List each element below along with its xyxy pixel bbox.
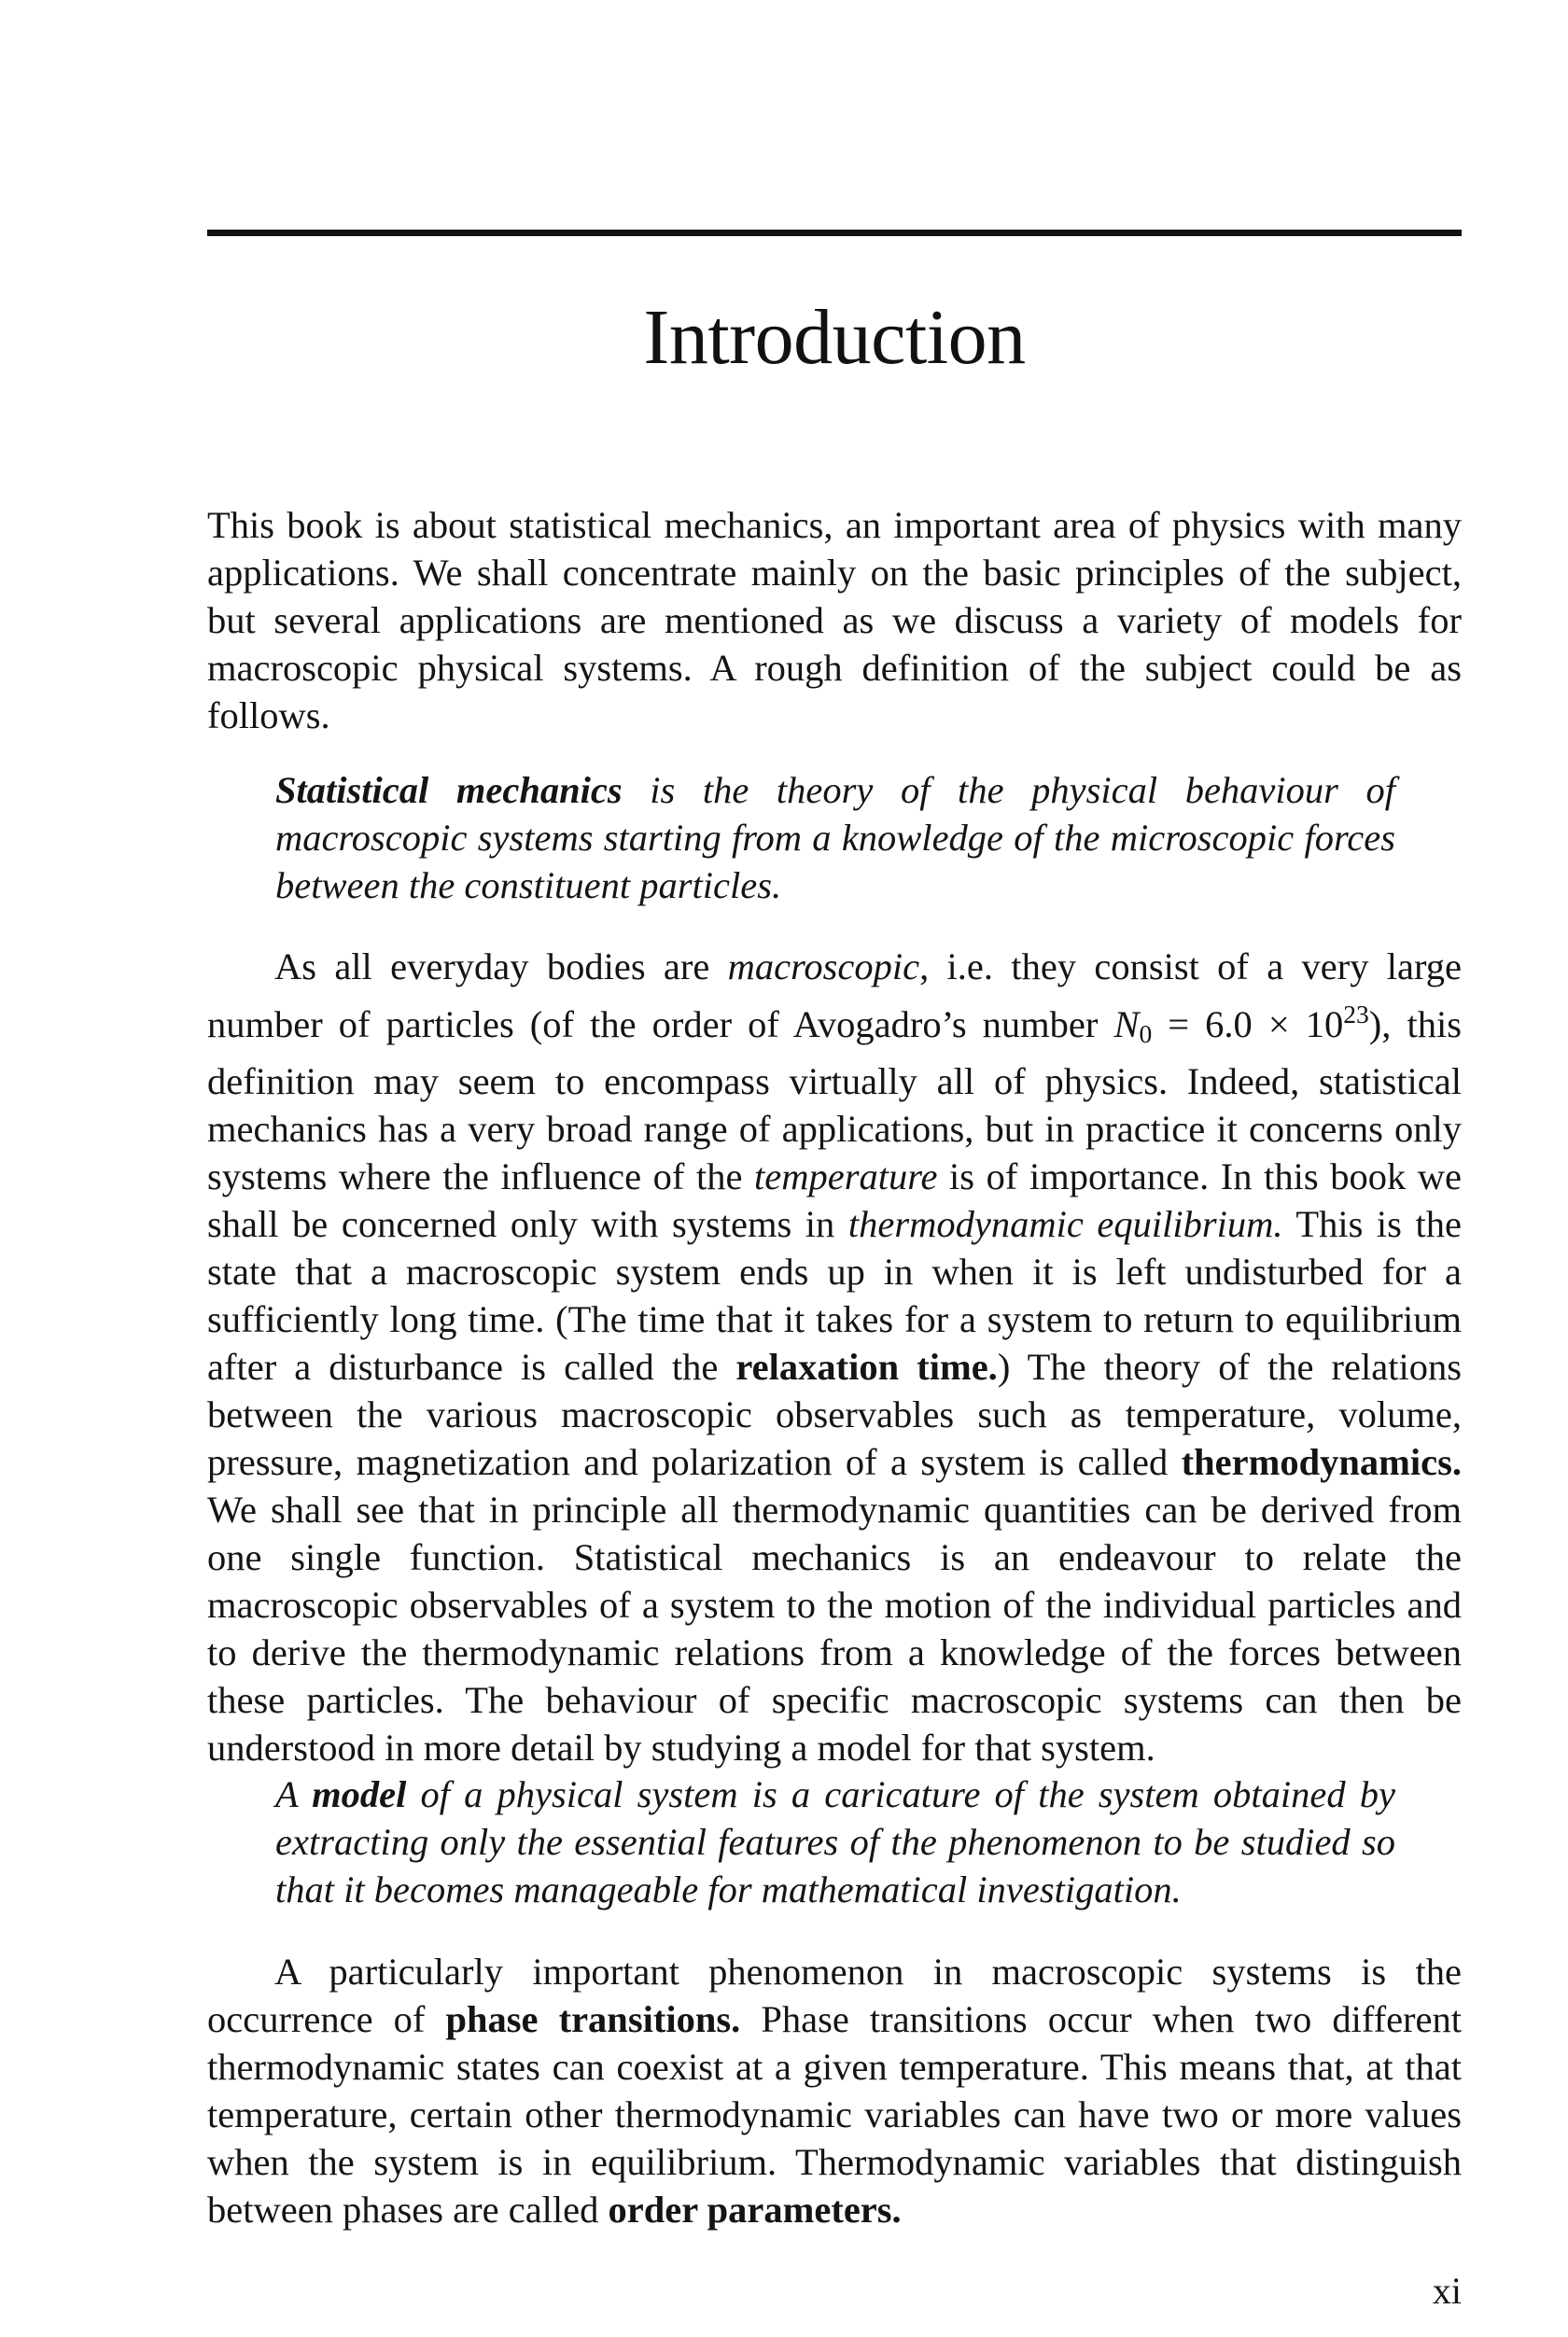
phase-transitions-paragraph (207, 1948, 1462, 2233)
avogadro-exponent: 23 (1343, 1000, 1369, 1029)
chapter-title: Introduction (643, 294, 1026, 381)
term-relaxation-time: relaxation time. (735, 1346, 998, 1389)
definition-text: is the theory of the physical behaviour of macroscopic systems starting from a knowledge of the microscopic forces between the constituent particles. (275, 769, 1396, 906)
text-run: ) The theory of the relations between the various macroscopic observables such as temperature, volume, pressure, magnetization and polarization of a system is called (207, 1346, 1463, 1484)
avogadro-subscript: 0 (1139, 1019, 1153, 1049)
definition-statistical-mechanics (275, 766, 1395, 909)
avogadro-symbol: N (1113, 1003, 1140, 1046)
text-run: This is the state that a macroscopic system ends up in when it is left undisturbed for a sufficiently long time. (The time that it takes for a system to return to equilibrium after a disturbance is called the (207, 1203, 1462, 1389)
definition-term: Statistical mechanics (275, 769, 623, 811)
text-run: ), this definition may seem to encompass virtually all of physics. Indeed, statistical mechanics has a very broad range of applications, but in practice it concerns only systems where the influence of the (207, 1003, 1462, 1198)
intro-paragraph-text: This book is about statistical mechanics, an important area of physics with many applications. We shall concentrate mainly on the basic principles of the subject, but several applications are mentioned as we discuss a variety of models for macroscopic physical systems. A rough definition of the subject could be as follows. (207, 504, 1462, 736)
text-run: A (275, 1773, 313, 1815)
page-number: xi (1432, 2270, 1462, 2312)
definition-model (275, 1770, 1395, 1913)
text-run: We shall see that in principle all thermodynamic quantities can be derived from one single function. Statistical mechanics is an endeavour to relate the macroscopic observables of a system to the motion of the individual particles and to derive the thermodynamic relations from a knowledge of the forces between these particles. The behaviour of specific macroscopic systems can then be understood in more detail by studying a model for that system. (207, 1489, 1462, 1770)
text-run: , i.e. they consist of a very large number of particles (of the order of Avogadro’s number (207, 945, 1462, 1046)
term-phase-transitions: phase transitions. (445, 1998, 741, 2040)
text-run: = 6.0 × 10 (1152, 1003, 1344, 1046)
text-run: As all everyday bodies are (274, 945, 728, 987)
term-thermodynamics: thermodynamics. (1181, 1441, 1462, 1484)
intro-paragraph (207, 501, 1462, 739)
emphasis-equilibrium: thermodynamic equilibrium. (847, 1203, 1283, 1246)
chapter-rule (207, 230, 1462, 236)
definition-term-model: model (312, 1773, 407, 1815)
text-run: A particularly important phenomenon in macroscopic systems is the occurrence of (207, 1951, 1462, 2040)
body-paragraph (207, 943, 1462, 1771)
definition-text: of a physical system is a caricature of the system obtained by extracting only the essential features of the phenomenon to be studied so that it becomes manageable for mathematical investigation. (275, 1773, 1395, 1910)
text-run: Phase transitions occur when two different thermodynamic states can coexist at a given temperature. This means that, at that temperature, certain other thermodynamic variables can have two or more values when the system is in equilibrium. Thermodynamic variables that distinguish between phases are called (207, 1998, 1463, 2231)
emphasis-macroscopic: macroscopic (727, 945, 920, 987)
text-run: is of importance. In this book we shall be concerned only with systems in (207, 1155, 1463, 1246)
emphasis-temperature: temperature (754, 1155, 938, 1198)
term-order-parameters: order parameters. (608, 2189, 902, 2231)
